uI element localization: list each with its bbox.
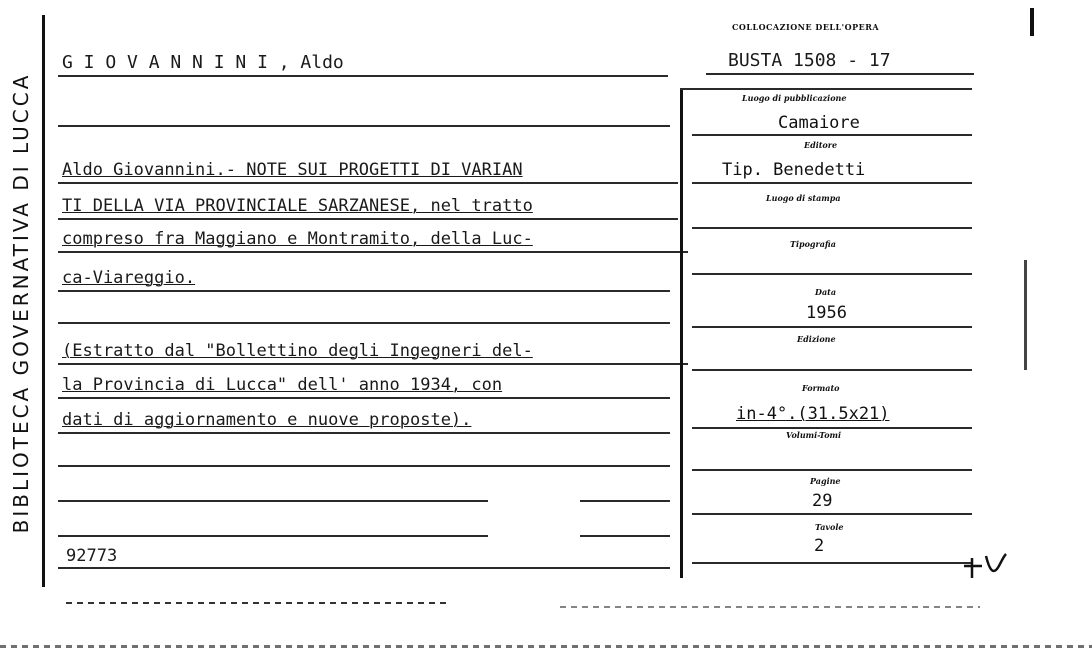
description-line: Aldo Giovannini.- NOTE SUI PROGETTI DI VARIAN [62, 160, 523, 180]
rule [58, 125, 670, 127]
field-value-format: in-4°.(31.5x21) [736, 404, 890, 424]
field-label: Tavole [815, 522, 844, 532]
rule [58, 290, 670, 292]
rule [692, 469, 972, 471]
rule [58, 567, 670, 569]
rule [58, 465, 670, 467]
rule [692, 513, 972, 515]
scan-artifact [0, 645, 1092, 648]
edge-mark [1030, 8, 1034, 36]
scan-artifact [66, 602, 446, 604]
rule [692, 562, 972, 564]
column-divider [680, 88, 683, 578]
field-value-plates: 2 [814, 536, 825, 556]
scan-artifact [560, 606, 980, 608]
description-line: ca-Viareggio. [62, 268, 196, 288]
rule [58, 535, 488, 537]
rule [58, 500, 488, 502]
rule [680, 88, 972, 90]
author-heading: G I O V A N N I N I , Aldo [62, 52, 344, 73]
rule [692, 326, 972, 328]
rule [692, 182, 972, 184]
field-label: Pagine [810, 476, 841, 486]
edge-mark [1024, 260, 1027, 370]
rule [692, 273, 972, 275]
description-line: la Provincia di Lucca" dell' anno 1934, con [62, 375, 503, 395]
rule [692, 369, 972, 371]
rule [580, 535, 670, 537]
description-line: dati di aggiornamento e nuove proposte). [62, 410, 472, 430]
field-label: Editore [804, 140, 838, 150]
field-label: Luogo di pubblicazione [742, 93, 847, 103]
rule [58, 182, 678, 184]
field-value-pages: 29 [812, 491, 833, 511]
collocation-label: COLLOCAZIONE DELL'OPERA [732, 22, 880, 32]
rule [692, 427, 972, 429]
rule [58, 397, 670, 399]
rule [692, 134, 972, 136]
rule [58, 363, 688, 365]
field-value-publisher: Tip. Benedetti [722, 160, 866, 180]
rule [58, 322, 670, 324]
field-label: Luogo di stampa [766, 193, 841, 203]
field-label: Data [815, 287, 836, 297]
rule [58, 432, 670, 434]
institution-label: BIBLIOTECA GOVERNATIVA DI LUCCA [9, 72, 33, 534]
rule [58, 251, 688, 253]
description-line: (Estratto dal "Bollettino degli Ingegneri del- [62, 341, 533, 361]
checkmark-icon [960, 550, 1010, 580]
field-label: Tipografia [790, 239, 836, 249]
field-value-date: 1956 [806, 303, 847, 323]
rule [706, 73, 974, 75]
description-line: compreso fra Maggiano e Montramito, della Luc- [62, 229, 533, 249]
rule [692, 227, 972, 229]
field-value-place: Camaiore [778, 113, 860, 133]
description-line: TI DELLA VIA PROVINCIALE SARZANESE, nel tratto [62, 196, 533, 216]
rule [58, 218, 678, 220]
rule [580, 500, 670, 502]
rule [58, 75, 668, 77]
side-rule [42, 15, 45, 587]
field-label: Volumi-Tomi [786, 430, 842, 440]
field-label: Edizione [797, 334, 836, 344]
inventory-number: 92773 [66, 546, 118, 566]
shelfmark: BUSTA 1508 - 17 [728, 50, 891, 71]
field-label: Formato [802, 383, 840, 393]
